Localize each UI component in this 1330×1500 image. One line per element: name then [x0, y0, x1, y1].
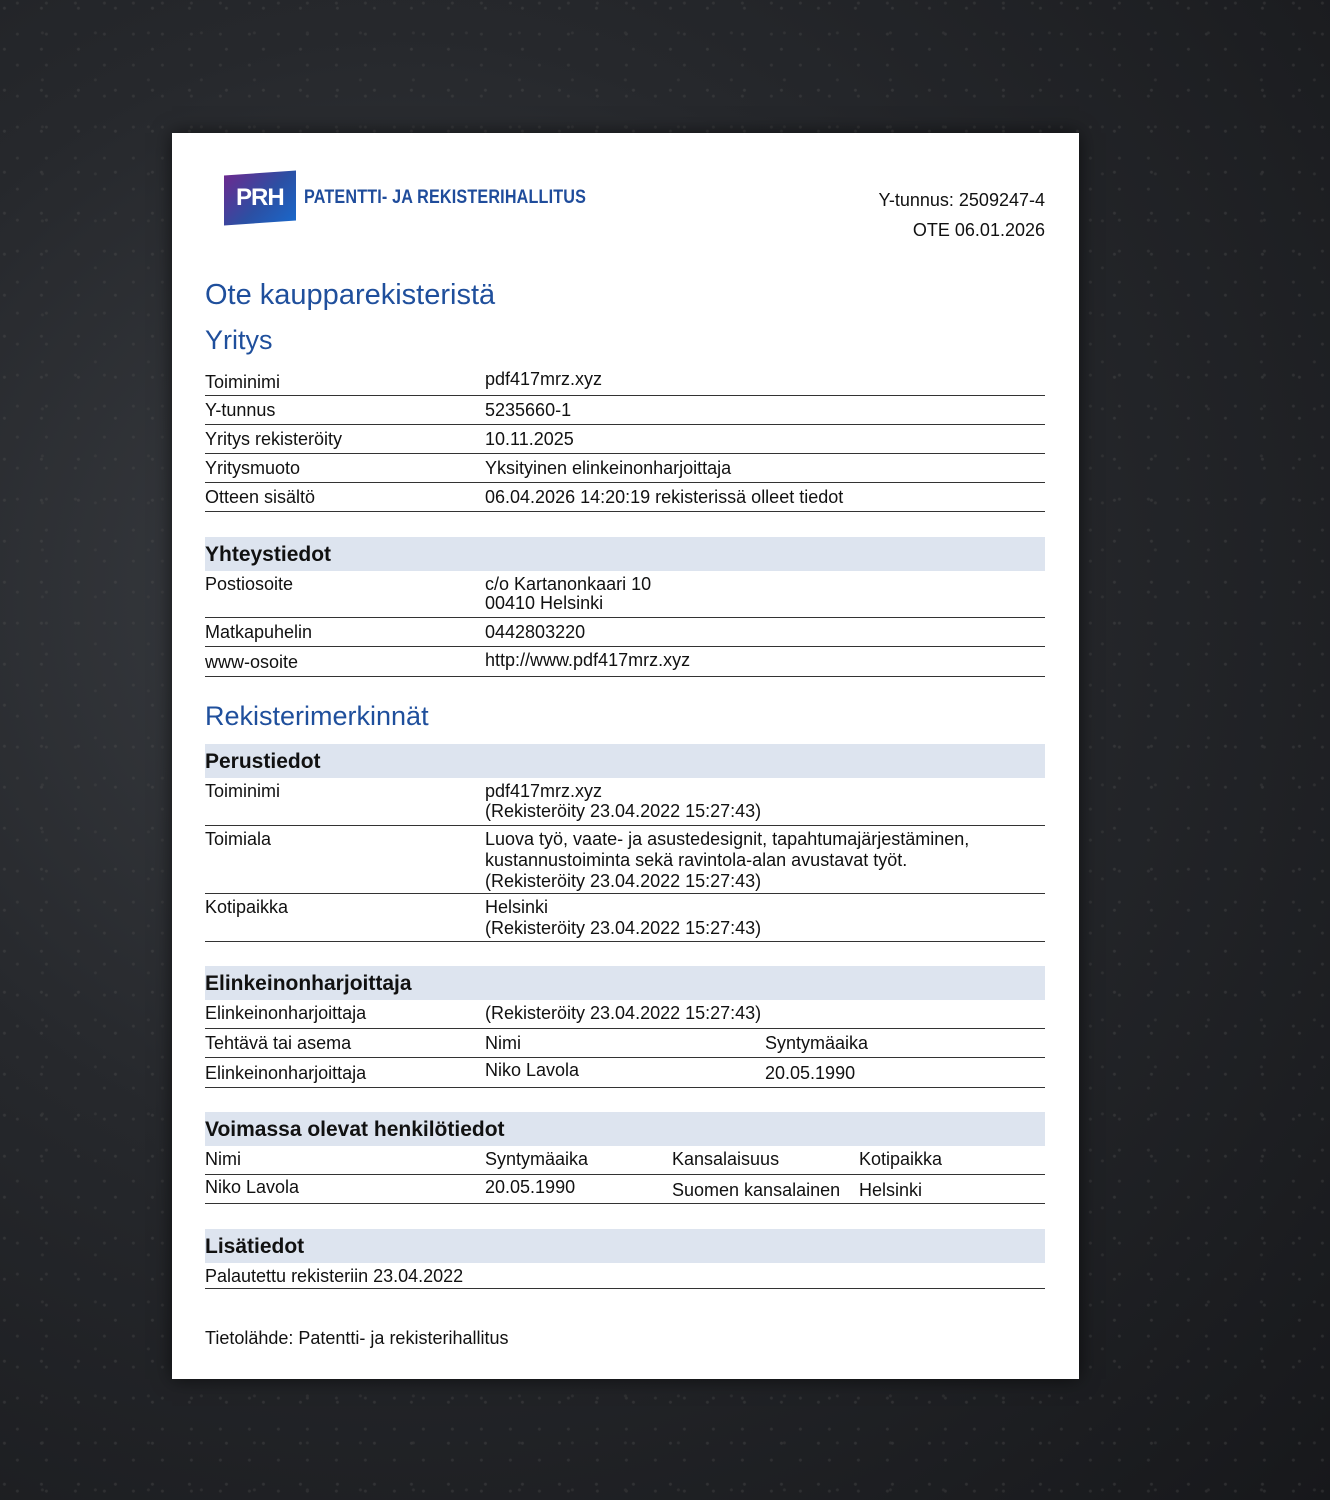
table-row [205, 1058, 1045, 1088]
row-value: Helsinki [485, 897, 549, 917]
table-row [205, 366, 1045, 396]
row-value: (Rekisteröity 23.04.2022 15:27:43) [485, 1003, 762, 1023]
elinkeinonharjoittaja-heading: Elinkeinonharjoittaja [205, 966, 1045, 1000]
row-label: Otteen sisältö [205, 487, 316, 507]
col-citizenship: Kansalaisuus [672, 1149, 780, 1169]
row-label: Postiosoite [205, 574, 294, 594]
table-row [205, 894, 1045, 942]
henkilotiedot-heading: Voimassa olevat henkilötiedot [205, 1112, 1045, 1146]
lisatiedot-heading: Lisätiedot [205, 1229, 1045, 1263]
row-registered: (Rekisteröity 23.04.2022 15:27:43) [485, 918, 762, 938]
source-note: Tietolähde: Patentti- ja rekisterihallitus [205, 1328, 509, 1348]
row-label: Elinkeinonharjoittaja [205, 1003, 367, 1023]
row-value: http://www.pdf417mrz.xyz [485, 650, 691, 670]
yritys-heading: Yritys [205, 325, 273, 355]
document-page [172, 133, 1079, 1379]
cell-birth: 20.05.1990 [485, 1177, 576, 1197]
toimiala-line2: kustannustoiminta sekä ravintola-alan avustavat työt. [485, 850, 908, 870]
elinkeinonharjoittaja-table [205, 1000, 1045, 1088]
table-row [205, 1175, 1045, 1204]
cell-home: Helsinki [859, 1180, 923, 1200]
row-label: Yritysmuoto [205, 458, 301, 478]
table-row [205, 425, 1045, 454]
table-row [205, 1263, 1045, 1289]
row-value: 06.04.2026 14:20:19 rekisterissä olleet tiedot [485, 487, 844, 507]
row-label: Toiminimi [205, 781, 281, 801]
yhteystiedot-table [205, 571, 1045, 677]
col-birth: Syntymäaika [485, 1149, 589, 1169]
row-value: pdf417mrz.xyz [485, 369, 603, 389]
row-label: www-osoite [205, 652, 299, 672]
perustiedot-table [205, 778, 1045, 942]
row-registered: (Rekisteröity 23.04.2022 15:27:43) [485, 801, 762, 821]
col-birth: Syntymäaika [765, 1033, 869, 1053]
table-row [205, 1000, 1045, 1029]
postiosoite-line2: 00410 Helsinki [485, 593, 604, 613]
cell-citizenship: Suomen kansalainen [672, 1180, 841, 1200]
table-row [205, 396, 1045, 425]
table-row [205, 571, 1045, 618]
table-row [205, 826, 1045, 894]
cell-role: Elinkeinonharjoittaja [205, 1063, 367, 1083]
prh-logo-mark: PRH [224, 170, 296, 225]
row-registered: (Rekisteröity 23.04.2022 15:27:43) [485, 871, 762, 891]
yhteystiedot-heading: Yhteystiedot [205, 537, 1045, 571]
table-row [205, 483, 1045, 512]
cell-birth: 20.05.1990 [765, 1063, 856, 1083]
rekisterimerkinnat-heading: Rekisterimerkinnät [205, 701, 429, 731]
perustiedot-heading: Perustiedot [205, 744, 1045, 778]
row-value: 0442803220 [485, 622, 586, 642]
lisatiedot-table [205, 1263, 1045, 1289]
header-ytunnus: Y-tunnus: 2509247-4 [878, 190, 1045, 210]
col-name: Nimi [485, 1033, 521, 1053]
row-value: pdf417mrz.xyz [485, 781, 603, 801]
col-role: Tehtävä tai asema [205, 1033, 352, 1053]
row-value: Yksityinen elinkeinonharjoittaja [485, 458, 732, 478]
page-title: Ote kaupparekisteristä [205, 279, 496, 311]
row-label: Yritys rekisteröity [205, 429, 343, 449]
table-row [205, 778, 1045, 826]
table-header-row [205, 1146, 1045, 1175]
cell-name: Niko Lavola [205, 1177, 300, 1197]
table-row [205, 454, 1045, 483]
prh-logo [224, 173, 636, 223]
postiosoite-line1: c/o Kartanonkaari 10 [485, 574, 652, 594]
toimiala-line1: Luova työ, vaate- ja asustedesignit, tapahtumajärjestäminen, [485, 829, 970, 849]
cell-name: Niko Lavola [485, 1060, 580, 1080]
prh-logo-text: PATENTTI- JA REKISTERIHALLITUS [304, 187, 587, 208]
row-label: Y-tunnus [205, 400, 276, 420]
col-name: Nimi [205, 1149, 241, 1169]
document-meta [879, 185, 1045, 245]
yritys-table [205, 366, 1045, 512]
row-label: Kotipaikka [205, 897, 289, 917]
table-header-row [205, 1029, 1045, 1058]
header-ote-date: OTE 06.01.2026 [912, 220, 1045, 240]
row-value: 10.11.2025 [485, 429, 574, 449]
row-label: Toimiala [205, 829, 272, 849]
table-row [205, 618, 1045, 647]
lisatiedot-text: Palautettu rekisteriin 23.04.2022 [205, 1266, 464, 1286]
row-label: Toiminimi [205, 372, 281, 392]
henkilotiedot-table [205, 1146, 1045, 1204]
col-home: Kotipaikka [859, 1149, 943, 1169]
table-row [205, 647, 1045, 677]
row-value: 5235660-1 [485, 400, 572, 420]
row-label: Matkapuhelin [205, 622, 313, 642]
